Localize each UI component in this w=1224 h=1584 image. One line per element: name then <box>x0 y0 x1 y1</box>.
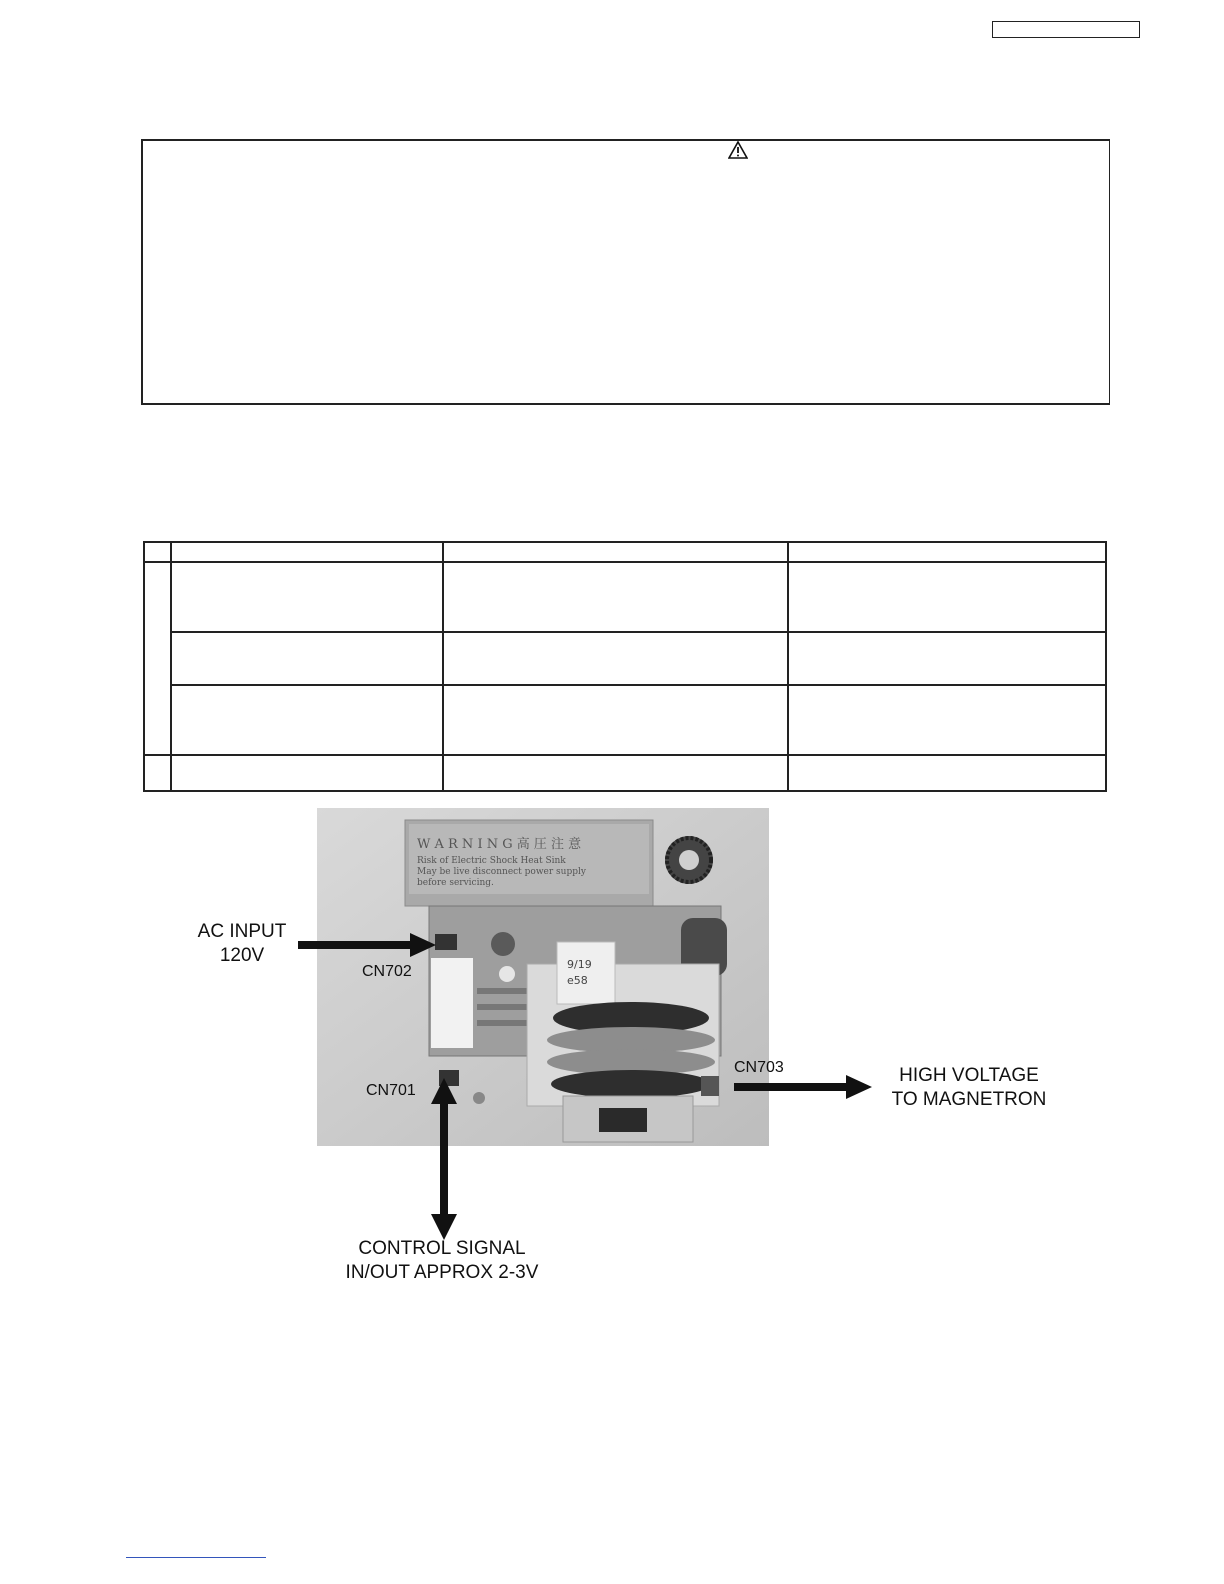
sticker-text-3: May be live disconnect power supply <box>417 867 586 877</box>
cn701-label: CN701 <box>366 1082 416 1099</box>
table-row <box>144 685 1106 755</box>
component-table <box>143 541 1107 792</box>
table-header-row <box>144 542 1106 562</box>
cn703-label: CN703 <box>734 1059 784 1076</box>
control-signal-line1: CONTROL SIGNAL <box>358 1238 526 1259</box>
sticker-text-1: W A R N I N G 高 圧 注 意 <box>417 837 582 852</box>
ac-input-label <box>186 920 298 968</box>
warning-box <box>141 139 1110 405</box>
control-signal-double-arrow-icon <box>430 1078 458 1240</box>
high-voltage-arrow-icon <box>734 1074 874 1100</box>
marking-b: e58 <box>567 974 588 987</box>
ac-input-line2: 120V <box>219 945 265 966</box>
table-cell <box>443 562 788 632</box>
cn702-label: CN702 <box>362 963 412 980</box>
table-cell <box>443 632 788 685</box>
table-cell <box>171 562 443 632</box>
table-cell <box>788 632 1106 685</box>
high-voltage-line2: TO MAGNETRON <box>891 1089 1047 1110</box>
table-cell <box>788 685 1106 755</box>
table-cell <box>144 542 171 562</box>
table-cell <box>788 755 1106 791</box>
table-cell <box>171 542 443 562</box>
marking-a: 9/19 <box>567 958 592 971</box>
table-cell <box>171 685 443 755</box>
table-cell <box>788 562 1106 632</box>
footer-link-underline[interactable] <box>126 1557 266 1558</box>
table-cell <box>144 755 171 791</box>
table-cell <box>171 632 443 685</box>
table-row <box>144 632 1106 685</box>
high-voltage-label <box>874 1064 1064 1112</box>
table-cell <box>144 562 171 755</box>
table-row <box>144 562 1106 632</box>
model-number-box <box>992 21 1140 38</box>
control-signal-line2: IN/OUT APPROX 2-3V <box>345 1262 539 1283</box>
sticker-text-4: before servicing. <box>417 878 494 888</box>
table-cell <box>171 755 443 791</box>
high-voltage-line1: HIGH VOLTAGE <box>899 1065 1039 1086</box>
warning-triangle-icon <box>728 141 748 159</box>
ac-input-line1: AC INPUT <box>197 921 287 942</box>
table-cell <box>443 685 788 755</box>
sticker-text-2: Risk of Electric Shock Heat Sink <box>417 856 566 866</box>
table-cell <box>443 542 788 562</box>
ac-input-arrow-icon <box>298 932 438 958</box>
table-cell <box>788 542 1106 562</box>
table-cell <box>443 755 788 791</box>
control-signal-label <box>322 1237 562 1285</box>
table-row <box>144 755 1106 791</box>
